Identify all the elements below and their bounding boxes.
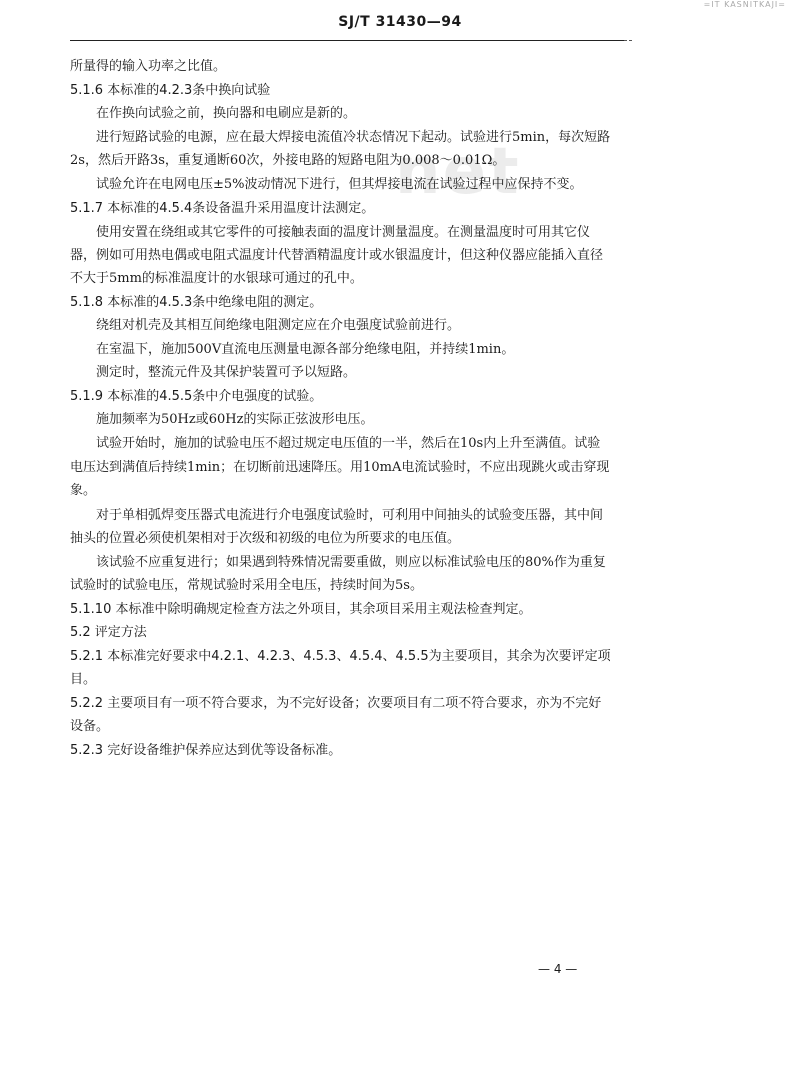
clause-heading-5-2-1: 5.2.1 本标准完好要求中4.2.1、4.2.3、4.5.3、4.5.4、4.5.5为主要项目，其余为次要评定项 bbox=[70, 649, 611, 664]
clause-heading-5-1-10: 5.1.10 本标准中除明确规定检查方法之外项目，其余项目采用主观法检查判定。 bbox=[70, 602, 532, 617]
body-line: 抽头的位置必须使机架相对于次级和初级的电位为所要求的电压值。 bbox=[70, 531, 461, 546]
corner-mark: =IT KASNITKAJI= bbox=[703, 0, 786, 9]
body-line: 对于单相弧焊变压器式电流进行介电强度试验时，可利用中间抽头的试验变压器，其中间 bbox=[96, 508, 604, 523]
body-line: 绕组对机壳及其相互间绝缘电阻测定应在介电强度试验前进行。 bbox=[96, 318, 461, 333]
body-line: 不大于5mm的标准温度计的水银球可通过的孔中。 bbox=[70, 271, 363, 286]
section-heading-5-2: 5.2 评定方法 bbox=[70, 625, 147, 640]
body-line: 器，例如可用热电偶或电阻式温度计代替酒精温度计或水银温度计，但这种仪器应能插入直径 bbox=[70, 248, 604, 263]
body-line: 设备。 bbox=[70, 719, 110, 734]
body-line: 试验时的试验电压，常规试验时采用全电压，持续时间为5s。 bbox=[70, 578, 423, 593]
clause-heading-5-1-9: 5.1.9 本标准的4.5.5条中介电强度的试验。 bbox=[70, 389, 323, 404]
body-line: 电压达到满值后持续1min；在切断前迅速降压。用10mA电流试验时，不应出现跳火或击穿现 bbox=[70, 460, 610, 475]
watermark: net bbox=[395, 135, 521, 209]
body-line: 测定时，整流元件及其保护装置可予以短路。 bbox=[96, 365, 357, 380]
body-line: 象。 bbox=[70, 483, 97, 498]
header-rule bbox=[70, 40, 624, 41]
page-number: — 4 — bbox=[538, 962, 578, 976]
body-line: 施加频率为50Hz或60Hz的实际正弦波形电压。 bbox=[96, 412, 374, 427]
header-rule-dashed bbox=[624, 40, 632, 41]
body-line: 该试验不应重复进行；如果遇到特殊情况需要重做，则应以标准试验电压的80%作为重复 bbox=[96, 555, 606, 570]
body-line: 所量得的输入功率之比值。 bbox=[70, 59, 227, 74]
clause-heading-5-1-7: 5.1.7 本标准的4.5.4条设备温升采用温度计法测定。 bbox=[70, 201, 375, 216]
body-line: 进行短路试验的电源，应在最大焊接电流值冷状态情况下起动。试验进行5min，每次短路 bbox=[96, 130, 611, 145]
body-line: 使用安置在绕组或其它零件的可接触表面的温度计测量温度。在测量温度时可用其它仪 bbox=[96, 225, 591, 240]
body-line: 在室温下，施加500V直流电压测量电源各部分绝缘电阻，并持续1min。 bbox=[96, 342, 515, 357]
body-line: 目。 bbox=[70, 672, 97, 687]
body-line: 2s，然后开路3s，重复通断60次，外接电路的短路电阻为0.008～0.01Ω。 bbox=[70, 153, 506, 168]
clause-heading-5-1-8: 5.1.8 本标准的4.5.3条中绝缘电阻的测定。 bbox=[70, 295, 323, 310]
clause-heading-5-2-2: 5.2.2 主要项目有一项不符合要求，为不完好设备；次要项目有二项不符合要求，亦为不完好 bbox=[70, 696, 602, 711]
body-line: 在作换向试验之前，换向器和电刷应是新的。 bbox=[96, 106, 357, 121]
standard-code: SJ/T 31430—94 bbox=[338, 14, 462, 30]
clause-heading-5-2-3: 5.2.3 完好设备维护保养应达到优等设备标准。 bbox=[70, 743, 342, 758]
clause-heading-5-1-6: 5.1.6 本标准的4.2.3条中换向试验 bbox=[70, 83, 271, 98]
body-line: 试验开始时，施加的试验电压不超过规定电压值的一半，然后在10s内上升至满值。试验 bbox=[96, 436, 601, 451]
body-line: 试验允许在电网电压±5%波动情况下进行，但其焊接电流在试验过程中应保持不变。 bbox=[96, 177, 583, 192]
